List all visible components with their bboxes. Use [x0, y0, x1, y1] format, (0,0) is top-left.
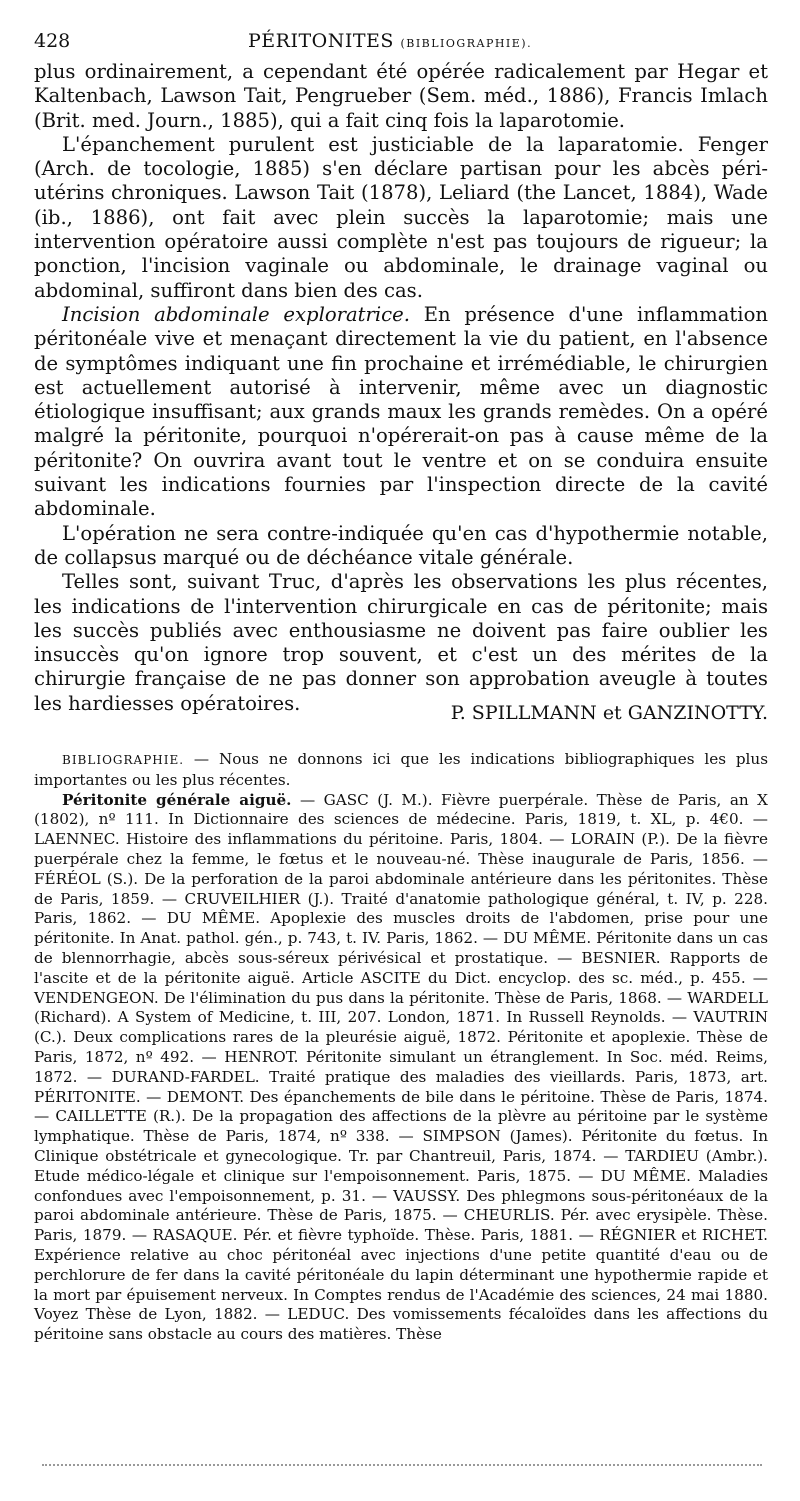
bibliography-section — [34, 750, 768, 1345]
running-title — [248, 30, 532, 52]
bibliography-subheading: Péritonite générale aiguë. — [62, 790, 292, 809]
bibliography-entries-text: — GASC (J. M.). Fièvre puerpérale. Thèse de Paris, an X (1802), nº 111. In Dictionnaire des sciences de médecine. Paris, 1819, t. XL, p. 4€0. — LAENNEC. Histoire des inflammations du péritoine. Paris, 1804. — LORAIN (P.). De la fièvre puerpérale chez la femme, le fœtus et le nouveau-né. Thèse inaugurale de Paris, 1856. — FÉRÉOL (S.). De la perforation de la paroi abdominale antérieure dans les péritonites. Thèse de Paris, 1859. — CRUVEILHIER (J.). Traité d'anatomie pathologique général, t. IV, p. 228. Paris, 1862. — DU MÊME. Apoplexie des muscles droits de l'abdomen, prise pour une péritonite. In Anat. pathol. gén., p. 743, t. IV. Paris, 1862. — DU MÊME. Péritonite dans un cas de blennorrhagie, abcès sous-séreux périvésical et prostatique. — BESNIER. Rapports de l'ascite et de la péritonite aiguë. Article ASCITE du Dict. encyclop. des sc. méd., p. 455. — VENDENGEON. De l'élimination du pus dans la péritonite. Thèse de Paris, 1868. — WARDELL (Richard). A System of Medicine, t. III, 207. London, 1871. In Russell Reynolds. — VAUTRIN (C.). Deux complications rares de la pleurésie aiguë, 1872. Péritonite et apoplexie. Thèse de Paris, 1872, nº 492. — HENROT. Péritonite simulant un étranglement. In Soc. méd. Reims, 1872. — DURAND-FARDEL. Traité pratique des maladies des vieillards. Paris, 1873, art. PÉRITONITE. — DEMONT. Des épanchements de bile dans le péritoine. Thèse de Paris, 1874. — CAILLETTE (R.). De la propagation des affections de la plèvre au péritoine par le système lymphatique. Thèse de Paris, 1874, nº 338. — SIMPSON (James). Péritonite du fœtus. In Clinique obstétricale et gynecologique. Tr. par Chantreuil, Paris, 1874. — TARDIEU (Ambr.). Etude médico-légale et clinique sur l'empoisonnement. Paris, 1875. — DU MÊME. Maladies confondues avec l'empoisonnement, p. 31. — VAUSSY. Des phlegmons sous-péritonéaux de la paroi abdominale antérieure. Thèse de Paris, 1875. — CHEURLIS. Pér. avec erysipèle. Thèse. Paris, 1879. — RASAQUE. Pér. et fièvre typhoïde. Thèse. Paris, 1881. — RÉGNIER et RICHET. Expérience relative au choc péritonéal avec injections d'une petite quantité d'eau ou de perchlorure de fer dans la cavité péritonéale du lapin déterminant une hypothermie rapide et la mort par épuisement nerveux. In Comptes rendus de l'Académie des sciences, 24 mai 1880. Voyez Thèse de Lyon, 1882. — LEDUC. Des vomissements fécaloïdes dans les affections du péritoine sans obstacle au cours des matières. Thèse — [34, 790, 768, 1344]
paragraph-3-text: En présence d'une inflammation péritonéale vive et menaçant directement la vie du patient, en l'absence de symptômes indiquant une fin prochaine et irrémédiable, le chirurgien est actuellement autorisé à intervenir, même avec un diagnostic étiologique insuffisant; aux grands maux les grands remèdes. On a opéré malgré la péritonite, pourquoi n'opérerait-on pas à cause même de la péritonite? On ouvrira avant tout le ventre et on se conduira ensuite suivant les indications fournies par l'inspection directe de la cavité abdominale. — [34, 302, 768, 521]
footer-dotted-rule — [42, 1464, 762, 1466]
page-number: 428 — [34, 30, 71, 52]
author-signature: P. SPILLMANN et GANZINOTTY. — [450, 702, 768, 724]
paragraph-2: L'épanchement purulent est justiciable de la laparatomie. Fenger (Arch. de tocologie, 1885) s'en déclare partisan pour les abcès péri-utérins chroniques. Lawson Tait (1878), Leliard (the Lancet, 1884), Wade (ib., 1886), ont fait avec plein succès la laparotomie; mais une intervention opératoire aussi complète n'est pas toujours de rigueur; la ponction, l'incision vaginale ou abdominale, le drainage vaginal ou abdominal, suffiront dans bien des cas. — [34, 132, 768, 302]
bibliography-label: BIBLIOGRAPHIE. — [62, 753, 185, 767]
paragraph-3 — [34, 303, 768, 522]
running-head — [34, 0, 768, 52]
paragraph-1: plus ordinairement, a cependant été opérée radicalement par Hegar et Kaltenbach, Lawson Tait, Pengrueber (Sem. méd., 1886), Francis Imlach (Brit. med. Journ., 1885), qui a fait cinq fois la laparotomie. — [34, 60, 768, 132]
body-text — [34, 60, 768, 716]
section-heading-exploratory-incision: Incision abdominale exploratrice. — [62, 302, 410, 326]
running-title-main: PÉRITONITES — [248, 30, 394, 52]
bibliography-entries — [34, 791, 768, 1345]
document-page — [34, 0, 768, 1344]
running-title-sub: (BIBLIOGRAPHIE). — [400, 37, 533, 50]
bibliography-intro-text: — Nous ne donnons ici que les indications bibliographiques les plus importantes ou les plus récentes. — [34, 750, 768, 789]
paragraph-5: Telles sont, suivant Truc, d'après les observations les plus récentes, les indications de l'intervention chirurgicale en cas de péritonite; mais les succès publiés avec enthousiasme ne doivent pas faire oublier les insuccès qu'on ignore trop souvent, et c'est un des mérites de la chirurgie française de ne pas donner son approbation aveugle à toutes les hardiesses opératoires. — [34, 570, 768, 715]
paragraph-4: L'opération ne sera contre-indiquée qu'en cas d'hypothermie notable, de collapsus marqué ou de déchéance vitale générale. — [34, 521, 768, 569]
bibliography-intro — [34, 750, 768, 791]
